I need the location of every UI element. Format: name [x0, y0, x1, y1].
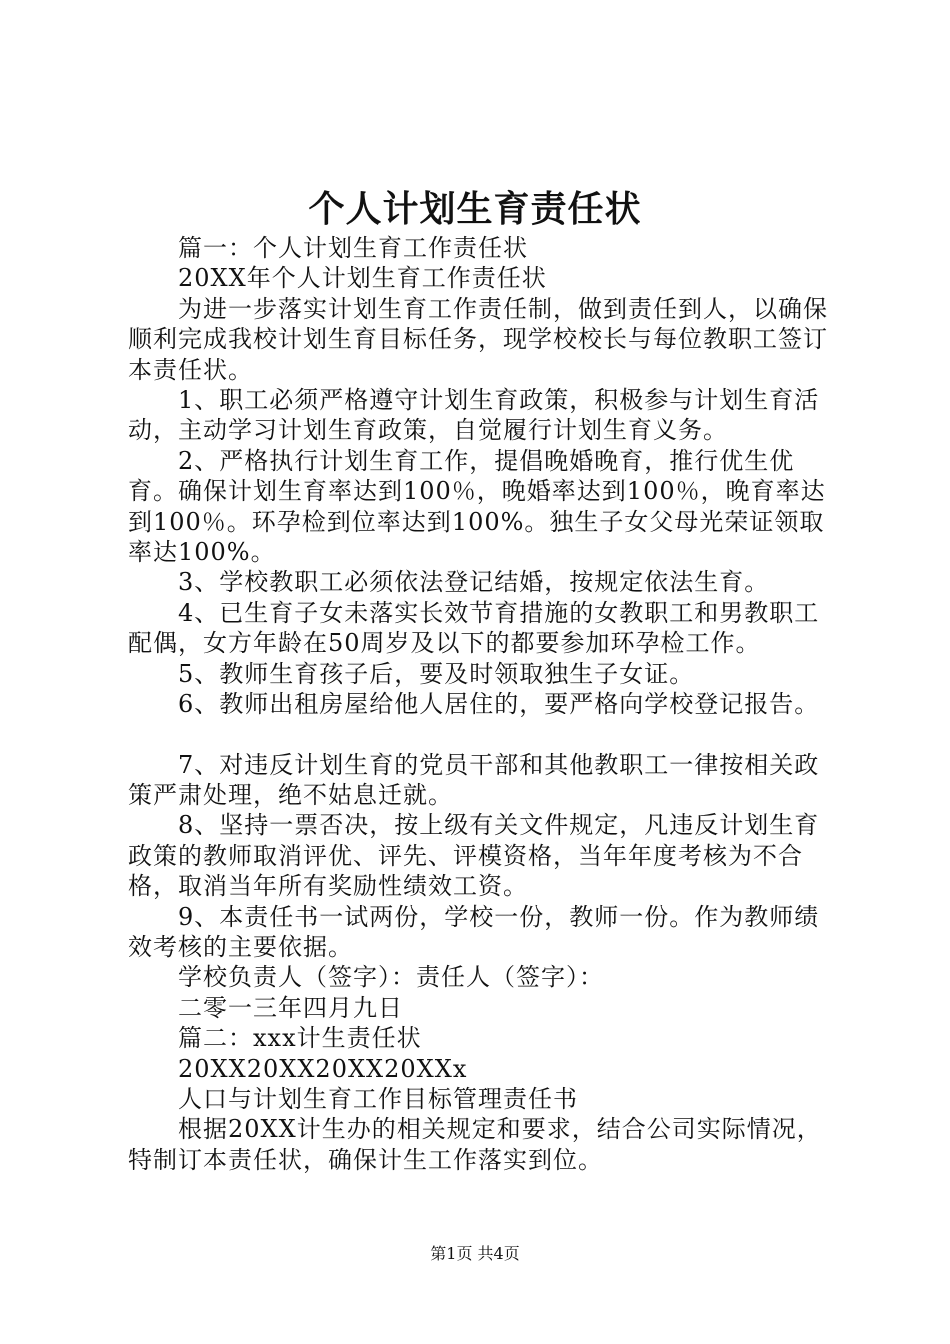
paragraph-intro: 为进一步落实计划生育工作责任制，做到责任到人，以确保顺利完成我校计划生育目标任务，现学校校长与每位教职工签订本责任状。: [128, 294, 828, 384]
date-line: 二零一三年四月九日: [178, 993, 403, 1022]
paragraph-item-5: 5、教师生育孩子后，要及时领取独生子女证。: [178, 659, 695, 688]
page-number-footer: 第1页 共4页: [430, 1244, 520, 1263]
signature-line: 学校负责人（签字）：责任人（签字）：: [178, 963, 604, 992]
paragraph-item-4: 4、已生育子女未落实长效节育措施的女教职工和男教职工配偶，女方年龄在50周岁及以下的都要参加环孕检工作。: [128, 598, 820, 658]
paragraph-basis: 根据20XX计生办的相关规定和要求，结合公司实际情况，特制订本责任状，确保计生工作落实到位。: [128, 1115, 822, 1174]
paragraph-item-9: 9、本责任书一试两份，学校一份，教师一份。作为教师绩效考核的主要依据。: [128, 902, 820, 961]
document-title: 个人计划生育责任状: [308, 188, 642, 230]
paragraph-item-2: 2、严格执行计划生育工作，提倡晚婚晚育，推行优生优育。确保计划生育率达到100％，晚婚率达到100％，晚育率达到100％。环孕检到位率达到100%。独生子女父母光荣证领取率达100%。: [128, 446, 826, 567]
paragraph-section-title: 人口与计划生育工作目标管理责任书: [178, 1084, 578, 1113]
document-body: [128, 233, 834, 1175]
paragraph-item-7: 7、对违反计划生育的党员干部和其他教职工一律按相关政策严肃处理，绝不姑息迁就。: [128, 750, 820, 809]
paragraph-item-8: 8、坚持一票否决，按上级有关文件规定，凡违反计划生育政策的教师取消评优、评先、评模资格，当年年度考核为不合格，取消当年所有奖励性绩效工资。: [128, 811, 820, 901]
paragraph-part-two-heading: 篇二：xxx计生责任状: [178, 1024, 422, 1053]
paragraph-item-3: 3、学校教职工必须依法登记结婚，按规定依法生育。: [178, 568, 770, 597]
blank-line: [128, 720, 834, 750]
paragraph-part-one-heading: 篇一：个人计划生育工作责任状: [178, 234, 528, 262]
paragraph-code-line: 20XX20XX20XX20XXx: [178, 1054, 468, 1083]
paragraph-subtitle: 20XX年个人计划生育工作责任状: [178, 264, 547, 293]
paragraph-item-6: 6、教师出租房屋给他人居住的，要严格向学校登记报告。: [178, 690, 820, 719]
paragraph-item-1: 1、职工必须严格遵守计划生育政策，积极参与计划生育活动，主动学习计划生育政策，自觉履行计划生育义务。: [128, 386, 820, 445]
